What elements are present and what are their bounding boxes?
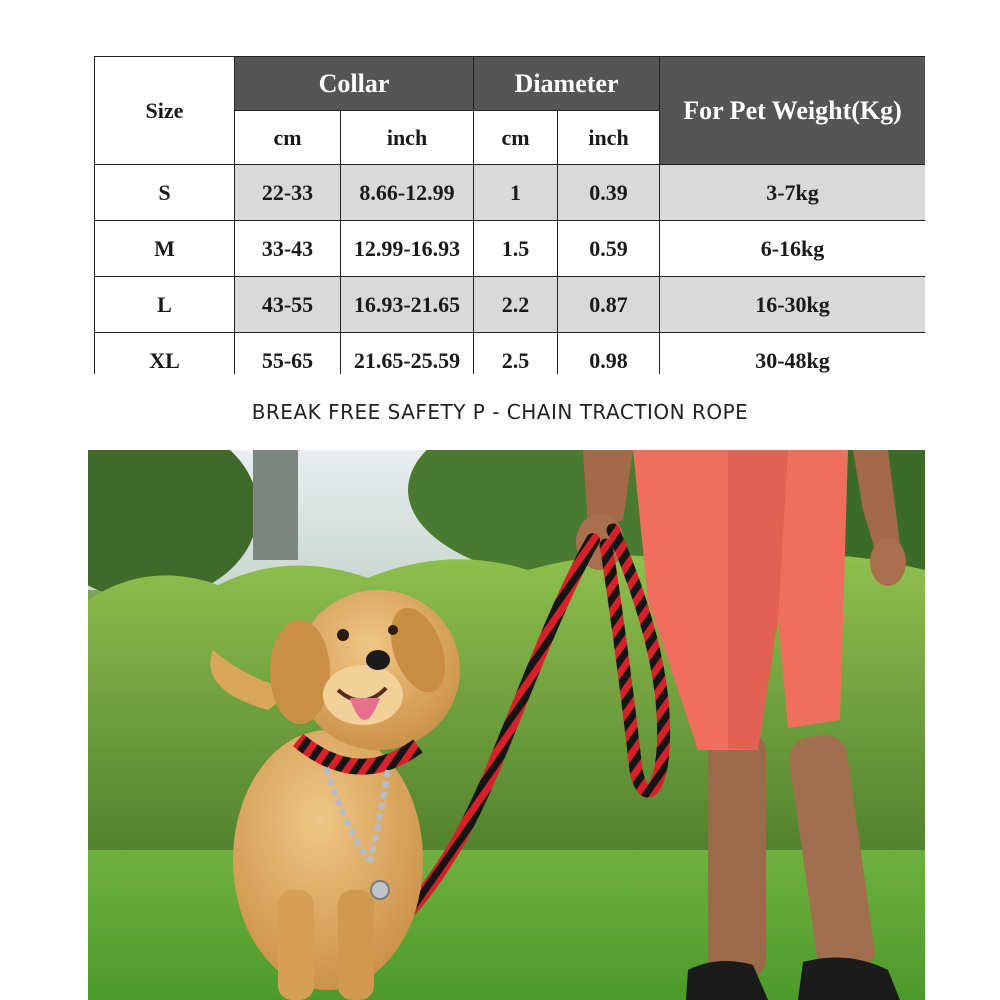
dog-walking-illustration — [88, 450, 925, 1000]
person-right-hand — [870, 538, 906, 586]
collar-inch-header: inch — [341, 111, 474, 165]
diameter-inch-cell: 0.98 — [558, 333, 660, 375]
size-cell: XL — [95, 333, 235, 375]
size-cell: S — [95, 165, 235, 221]
weight-header: For Pet Weight(Kg) — [660, 57, 925, 165]
lawn — [88, 850, 925, 1000]
person-left-leg — [708, 730, 766, 980]
table-row — [95, 333, 926, 375]
collar-cm-cell: 55-65 — [235, 333, 341, 375]
table-row — [95, 165, 926, 221]
collar-inch-cell: 8.66-12.99 — [341, 165, 474, 221]
weight-cell: 16-30kg — [660, 277, 925, 333]
weight-cell: 30-48kg — [660, 333, 925, 375]
diameter-inch-cell: 0.87 — [558, 277, 660, 333]
product-photo — [88, 450, 925, 1000]
size-cell: L — [95, 277, 235, 333]
diameter-cm-cell: 2.2 — [474, 277, 558, 333]
collar-cm-cell: 22-33 — [235, 165, 341, 221]
product-caption: BREAK FREE SAFETY P - CHAIN TRACTION ROPE — [251, 400, 749, 424]
diameter-cm-cell: 2.5 — [474, 333, 558, 375]
table-row — [95, 221, 926, 277]
diameter-inch-cell: 0.39 — [558, 165, 660, 221]
diameter-cm-header: cm — [474, 111, 558, 165]
diameter-inch-header: inch — [558, 111, 660, 165]
dog-eye-left — [337, 629, 349, 641]
pillar — [253, 450, 298, 560]
diameter-cm-cell: 1.5 — [474, 221, 558, 277]
diameter-cm-cell: 1 — [474, 165, 558, 221]
dog-eye-right — [388, 625, 398, 635]
dog-front-right-leg — [338, 890, 374, 1000]
leash-clip — [371, 881, 389, 899]
dog-ear-left — [270, 620, 330, 724]
collar-cm-cell: 33-43 — [235, 221, 341, 277]
weight-cell: 3-7kg — [660, 165, 925, 221]
collar-inch-cell: 16.93-21.65 — [341, 277, 474, 333]
table-row — [95, 277, 926, 333]
collar-cm-cell: 43-55 — [235, 277, 341, 333]
size-table — [94, 56, 925, 374]
diameter-header: Diameter — [474, 57, 660, 111]
collar-inch-cell: 21.65-25.59 — [341, 333, 474, 375]
weight-cell: 6-16kg — [660, 221, 925, 277]
collar-cm-header: cm — [235, 111, 341, 165]
size-header: Size — [95, 57, 235, 165]
dog-front-left-leg — [278, 890, 314, 1000]
size-cell: M — [95, 221, 235, 277]
collar-header: Collar — [235, 57, 474, 111]
diameter-inch-cell: 0.59 — [558, 221, 660, 277]
size-table-container — [94, 56, 925, 374]
collar-inch-cell: 12.99-16.93 — [341, 221, 474, 277]
dog-nose — [366, 650, 390, 670]
